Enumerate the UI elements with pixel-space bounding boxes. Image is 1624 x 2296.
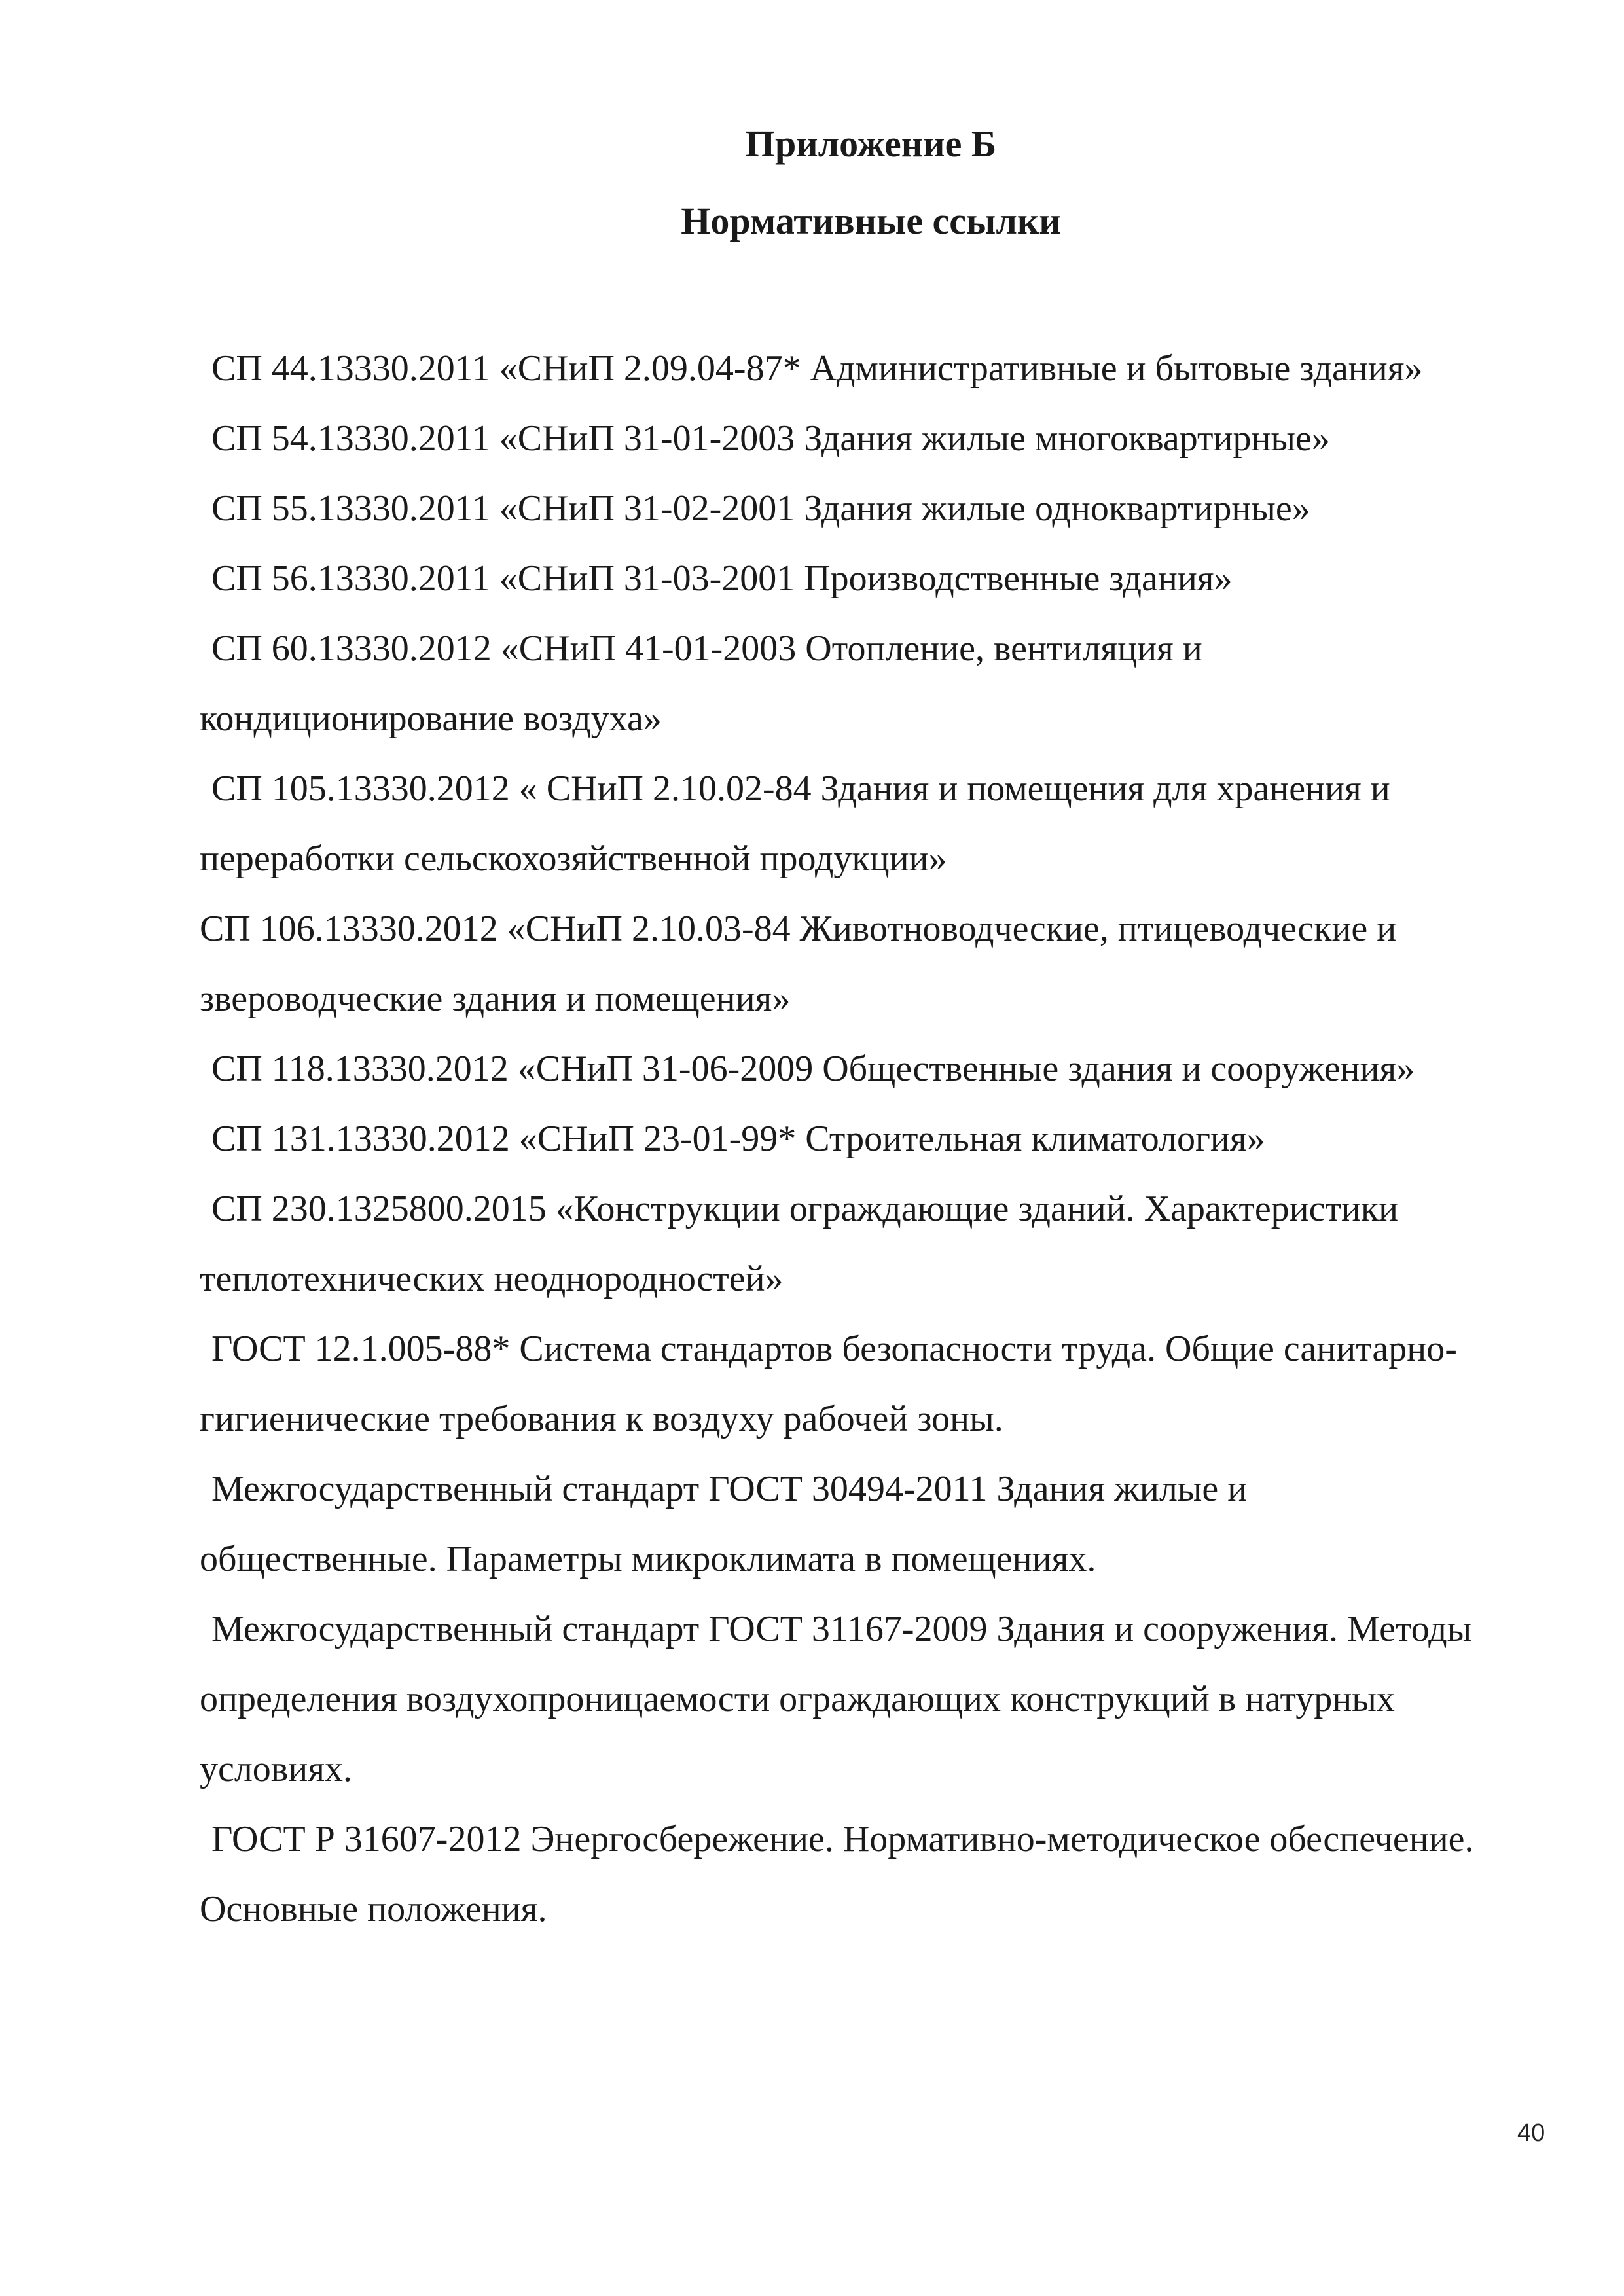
reference-item xyxy=(200,1454,1548,1594)
section-title: Нормативные ссылки xyxy=(681,200,1061,242)
reference-item xyxy=(200,1594,1548,1804)
reference-line: Основные положения. xyxy=(200,1889,547,1929)
reference-line: СП 54.13330.2011 «СНиП 31-01-2003 Здания жилые многоквартирные» xyxy=(211,418,1330,459)
reference-item xyxy=(200,334,1548,404)
reference-line: кондиционирование воздуха» xyxy=(200,698,662,739)
reference-item xyxy=(200,544,1548,614)
reference-text xyxy=(200,1454,1548,1594)
reference-line: Межгосударственный стандарт ГОСТ 30494-2011 Здания жилые и xyxy=(211,1469,1248,1509)
reference-line: СП 118.13330.2012 «СНиП 31-06-2009 Общественные здания и сооружения» xyxy=(211,1049,1415,1089)
reference-line: переработки сельскохозяйственной продукции» xyxy=(200,838,947,879)
reference-text xyxy=(200,404,1548,474)
reference-item xyxy=(200,404,1548,474)
reference-item xyxy=(200,894,1548,1034)
reference-line: ГОСТ Р 31607-2012 Энергосбережение. Нормативно-методическое обеспечение. xyxy=(211,1819,1474,1859)
reference-line: Межгосударственный стандарт ГОСТ 31167-2009 Здания и сооружения. Методы xyxy=(211,1609,1472,1649)
reference-line: СП 106.13330.2012 «СНиП 2.10.03-84 Животноводческие, птицеводческие и xyxy=(200,908,1397,949)
reference-line: СП 230.1325800.2015 «Конструкции ограждающие зданий. Характеристики xyxy=(211,1189,1399,1229)
reference-text xyxy=(200,544,1548,614)
reference-item xyxy=(200,754,1548,894)
reference-text xyxy=(200,1174,1548,1314)
reference-item xyxy=(200,1034,1548,1104)
reference-text xyxy=(200,1314,1548,1454)
reference-item xyxy=(200,1104,1548,1174)
reference-line: СП 105.13330.2012 « СНиП 2.10.02-84 Здания и помещения для хранения и xyxy=(211,768,1390,809)
reference-line: общественные. Параметры микроклимата в помещениях. xyxy=(200,1539,1096,1579)
reference-text xyxy=(200,474,1548,544)
reference-line: определения воздухопроницаемости ограждающих конструкций в натурных xyxy=(200,1679,1395,1719)
reference-text xyxy=(200,894,1548,1034)
reference-line: СП 131.13330.2012 «СНиП 23-01-99* Строительная климатология» xyxy=(211,1119,1265,1159)
reference-line: СП 44.13330.2011 «СНиП 2.09.04-87* Административные и бытовые здания» xyxy=(211,348,1423,389)
reference-line: звероводческие здания и помещения» xyxy=(200,978,791,1019)
reference-text xyxy=(200,334,1548,404)
reference-text xyxy=(200,1804,1548,1945)
appendix-title: Приложение Б xyxy=(745,122,997,165)
reference-line: СП 55.13330.2011 «СНиП 31-02-2001 Здания жилые одноквартирные» xyxy=(211,488,1310,529)
reference-line: условиях. xyxy=(200,1749,352,1789)
page-number: 40 xyxy=(1517,2119,1545,2147)
reference-text xyxy=(200,1034,1548,1104)
reference-text xyxy=(200,1104,1548,1174)
reference-text xyxy=(200,1594,1548,1804)
reference-item xyxy=(200,1314,1548,1454)
reference-item xyxy=(200,614,1548,754)
reference-text xyxy=(200,754,1548,894)
reference-line: теплотехнических неоднородностей» xyxy=(200,1259,784,1299)
reference-item xyxy=(200,474,1548,544)
reference-line: СП 56.13330.2011 «СНиП 31-03-2001 Производственные здания» xyxy=(211,558,1233,599)
reference-text xyxy=(200,614,1548,754)
reference-line: гигиенические требования к воздуху рабочей зоны. xyxy=(200,1399,1003,1439)
reference-item xyxy=(200,1174,1548,1314)
references-list xyxy=(200,334,1548,1945)
reference-line: ГОСТ 12.1.005-88* Система стандартов безопасности труда. Общие санитарно- xyxy=(211,1329,1457,1369)
reference-item xyxy=(200,1804,1548,1945)
reference-line: СП 60.13330.2012 «СНиП 41-01-2003 Отопление, вентиляция и xyxy=(211,628,1202,669)
